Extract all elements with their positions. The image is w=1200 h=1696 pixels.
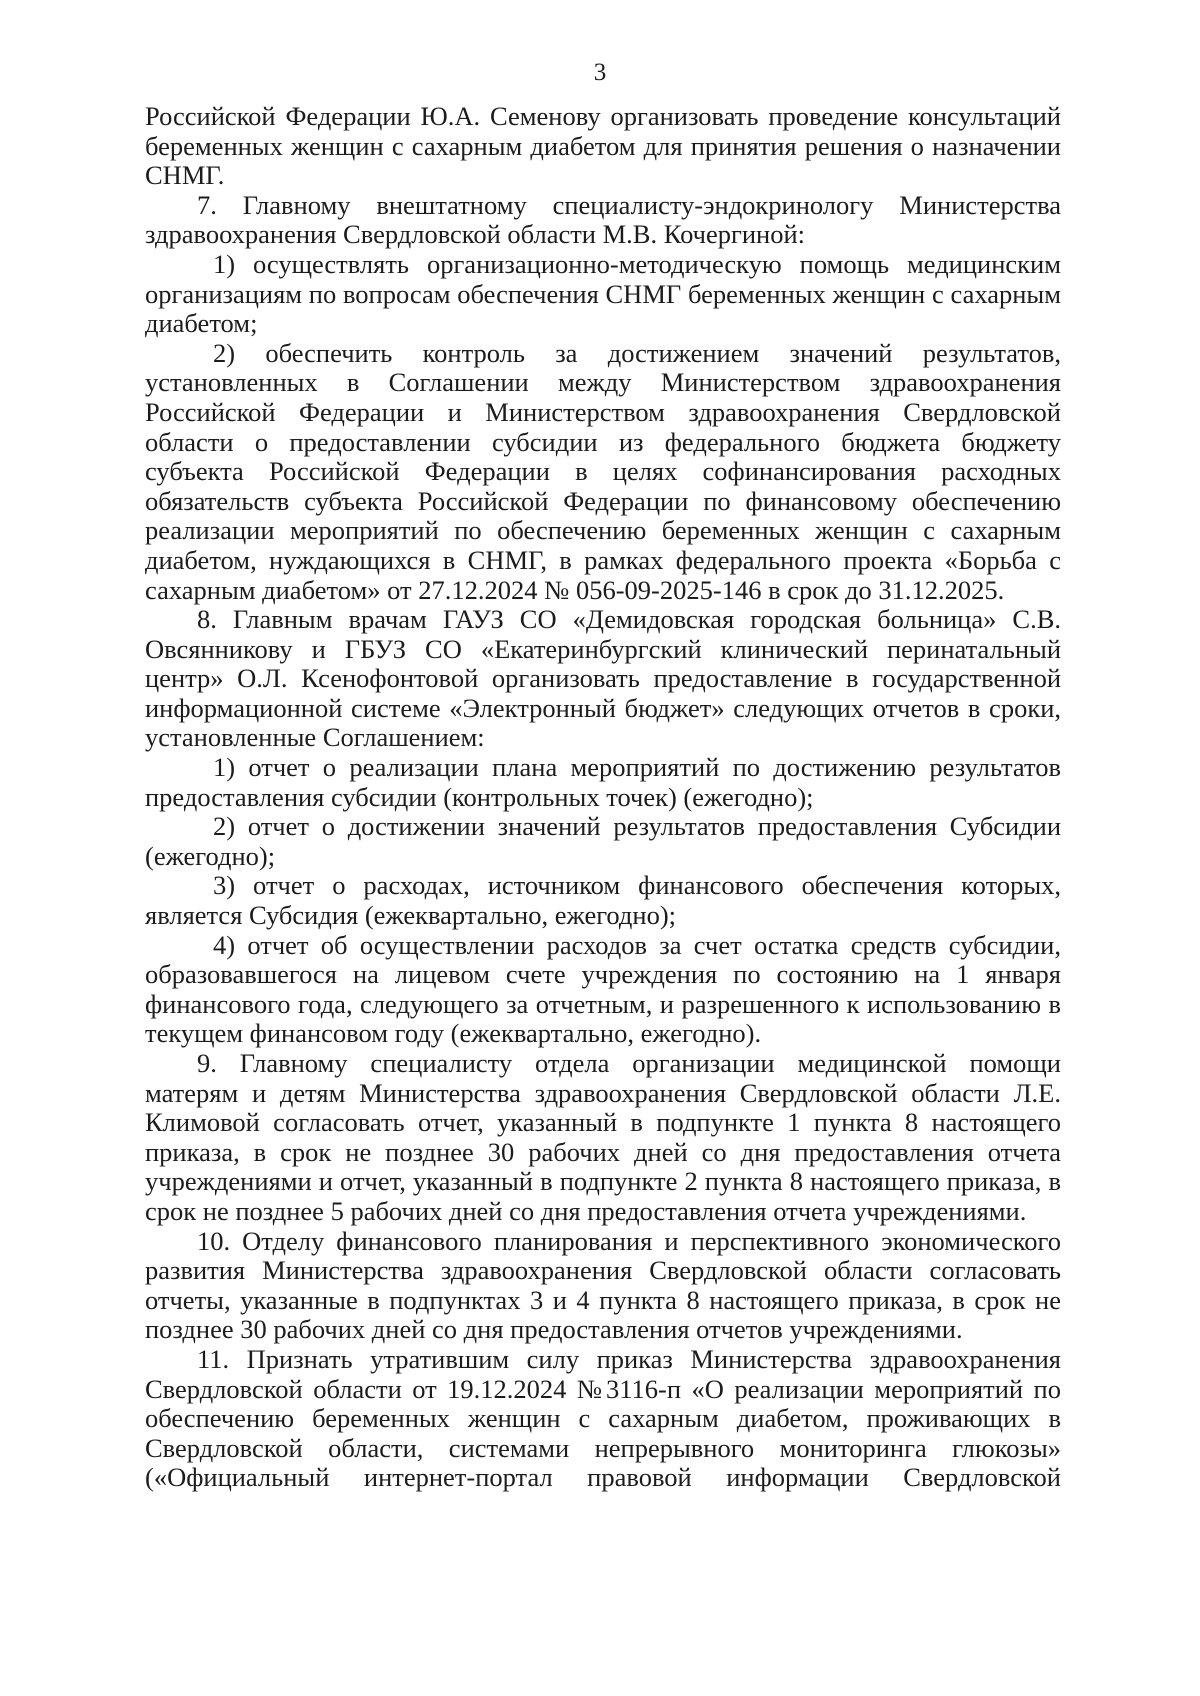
paragraph-item-9: 9. Главному специалисту отдела организации медицинской помощи матерям и детям Министерства здравоохранения Свердловской области Л.Е. Климовой согласовать отчет, указанный в подпункте 1 пункта 8 настоящего приказа, в срок не позднее 30 рабочих дней со дня предоставления отчета учреждениями и отчет, указанный в подпункте 2 пункта 8 настоящего приказа, в срок не позднее 5 рабочих дней со дня предоставления отчета учреждениями. bbox=[145, 1048, 1061, 1226]
paragraph-item-7-1: 1) осуществлять организационно-методическую помощь медицинским организациям по вопросам обеспечения СНМГ беременных женщин с сахарным диабетом; bbox=[145, 248, 1061, 339]
document-body bbox=[145, 102, 1061, 1493]
paragraph-continuation: Российской Федерации Ю.А. Семенову организовать проведение консультаций беременных женщин с сахарным диабетом для принятия решения о назначении СНМГ. bbox=[145, 101, 1061, 191]
paragraph-item-8: 8. Главным врачам ГАУЗ СО «Демидовская городская больница» С.В. Овсянникову и ГБУЗ СО «Екатеринбургский клинический перинатальный центр» О.Л. Ксенофонтовой организовать предоставление в государственной информационной системе «Электронный бюджет» следующих отчетов в сроки, установленные Соглашением: bbox=[145, 604, 1061, 753]
paragraph-item-10: 10. Отделу финансового планирования и перспективного экономического развития Министерства здравоохранения Свердловской области согласовать отчеты, указанные в подпунктах 3 и 4 пункта 8 настоящего приказа, в срок не позднее 30 рабочих дней со дня предоставления отчетов учреждениями. bbox=[145, 1225, 1061, 1345]
paragraph-item-11: 11. Признать утратившим силу приказ Министерства здравоохранения Свердловской области от 19.12.2024 №3116-п «О реализации мероприятий по обеспечению беременных женщин с сахарным диабетом, проживающих в Свердловской области, системами непрерывного мониторинга глюкозы» («Официальный интернет-портал правовой информации Свердловской bbox=[145, 1343, 1061, 1493]
paragraph-item-8-2: 2) отчет о достижении значений результатов предоставления Субсидии (ежегодно); bbox=[145, 811, 1061, 871]
paragraph-item-8-4: 4) отчет об осуществлении расходов за счет остатка средств субсидии, образовавшегося на лицевом счете учреждения по состоянию на 1 января финансового года, следующего за отчетным, и разрешенного к использованию в текущем финансовом году (ежеквартально, ежегодно). bbox=[145, 929, 1061, 1049]
page-number: 3 bbox=[593, 59, 607, 86]
paragraph-item-8-1: 1) отчет о реализации плана мероприятий по достижению результатов предоставления субсидии (контрольных точек) (ежегодно); bbox=[145, 752, 1061, 812]
paragraph-item-7: 7. Главному внештатному специалисту-эндокринологу Министерства здравоохранения Свердловской области М.В. Кочергиной: bbox=[145, 189, 1061, 250]
paragraph-item-7-2: 2) обеспечить контроль за достижением значений результатов, установленных в Соглашении между Министерством здравоохранения Российской Федерации и Министерством здравоохранения Свердловской области о предоставлении субсидии из федерального бюджета бюджету субъекта Российской Федерации в целях софинансирования расходных обязательств субъекта Российской Федерации по финансовому обеспечению реализации мероприятий по обеспечению беременных женщин с сахарным диабетом, нуждающихся в СНМГ, в рамках федерального проекта «Борьба с сахарным диабетом» от 27.12.2024 № 056-09-2025-146 в срок до 31.12.2025. bbox=[145, 337, 1061, 605]
paragraph-item-8-3: 3) отчет о расходах, источником финансового обеспечения которых, является Субсидия (ежеквартально, ежегодно); bbox=[145, 870, 1061, 931]
